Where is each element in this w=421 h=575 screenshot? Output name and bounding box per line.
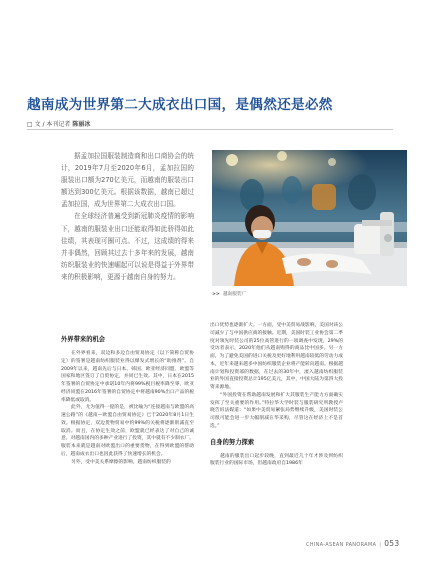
footer-separator: | bbox=[379, 542, 382, 548]
section-heading: 自身的努力探索 bbox=[210, 438, 255, 446]
caption-text: 越南服装厂 bbox=[222, 292, 247, 297]
section-heading: 外界带来的机会 bbox=[61, 336, 106, 343]
lead-paragraph: 在全球经济普遍受到新冠肺炎疫情的影响下，越南的服装业出口还能取得如此骄得如此佳绩，其表现可圈可点。不过，这成绩的得来并非偶然，回顾其过去十多年来的发展，越南纺织服装业的快速崛起可以说是得益于外界带来的积极影响，更源于越南自身的努力。 bbox=[61, 212, 194, 281]
photo-caption bbox=[212, 291, 246, 297]
body-paragraph: 越南的服装出口起步较晚，直到最近几十年才涉及到纺织服装行业的国际市场，但越南政府自1986年 bbox=[210, 453, 343, 467]
body-paragraph: 此外，尤为值得一提的是，被比喻为“连接越南与欧盟的高速公路”的《越南—欧盟自由贸易协定》已于2020年8月1日生效。根据协定，双边货物贸易中约99%的关税将逐渐削减直至取消。而且，在协定生效之前，欧盟就已经表达了对自己的诚意，对越南国内的多种产业进行了投资，其中就有不少制衣厂。服装本来就是越南对欧盟出口的重要货物，在得到欧盟的帮助后，越南成衣出口也因此获得了快速增长的机会。 bbox=[61, 405, 195, 457]
lead-intro bbox=[61, 150, 194, 283]
byline bbox=[27, 119, 90, 128]
body-paragraph: “外国投资在帮助越南发展和扩大其服装生产能力方面确实发挥了至关重要的作用。”特拉华大学时装与服装研究所教授卢晓告诉法媒道：“如果中美贸易紧张局势继续升级，美国时装公司很可能会进一步大幅削减在华采购，尽管这在经济上不是首选。” bbox=[210, 392, 343, 429]
body-column-left bbox=[61, 335, 194, 466]
title-divider bbox=[27, 129, 393, 130]
body-paragraph: 出口优势也逐渐扩大。一方面，受中美贸易战影响，美国对该公司减少了与中国供应商的接触。近期，美国时装工业协会第二季度对领先时装公司的25位高管进行的一项调查中发现，29%的受访者表示，2020年他们从越南购得的商品比中国多。另一方面，为了避免美国的进口关税及更好地利用越南较低的劳动力成本，近年来越来越多中国纺织服装企业将产能转向越南。根据越南计划和投资部的数据，在过去的30年中，流入越南纺织服装业的外国直接投资总计195亿美元，其中，中国大陆为第四大投资来源地。 bbox=[210, 323, 344, 390]
page-number: 053 bbox=[384, 539, 400, 548]
caption-marker: >> bbox=[212, 292, 220, 297]
garment-factory-photo bbox=[212, 150, 407, 286]
magazine-name: CHINA-ASEAN PANORAMA bbox=[306, 542, 377, 548]
article-title: 越南成为世界第二大成衣出口国，是偶然还是必然 bbox=[27, 97, 333, 113]
page-footer bbox=[306, 539, 399, 548]
lead-paragraph: 据孟加拉国服装制造商和出口商协会的统计，2019年7月至2020年6月，孟加拉国的服装出口额为270亿美元，而越南的服装出口额达到300亿美元。根据该数据，越南已超过孟加拉国，成为世界第二大成衣出口国。 bbox=[61, 152, 194, 209]
body-paragraph: 在外界看来，双边和多边自由贸易协定（以下简称自贸协定）的签署是越南纺织服装业得以爆发式增长的“助推剂”。自2009年以来，越南先后与日本、韩国、欧亚经济同盟、欧盟等国家和地区签订了自贸协定，并同已生效。其中，日本在2015年签署的自贸协定中承诺10年内将99%税目税率降至零，欧亚经济同盟在2016年签署的自贸协定中将越南90%出口产品的税率降低或取消。 bbox=[61, 351, 194, 403]
byline-prefix: □ 文 / 本刊记者 bbox=[27, 121, 71, 128]
body-paragraph: 另外，受中美关系摩擦的影响，越南纺织服装的 bbox=[71, 459, 171, 465]
byline-author: 陈丽冰 bbox=[72, 121, 91, 128]
body-column-right bbox=[210, 322, 343, 468]
